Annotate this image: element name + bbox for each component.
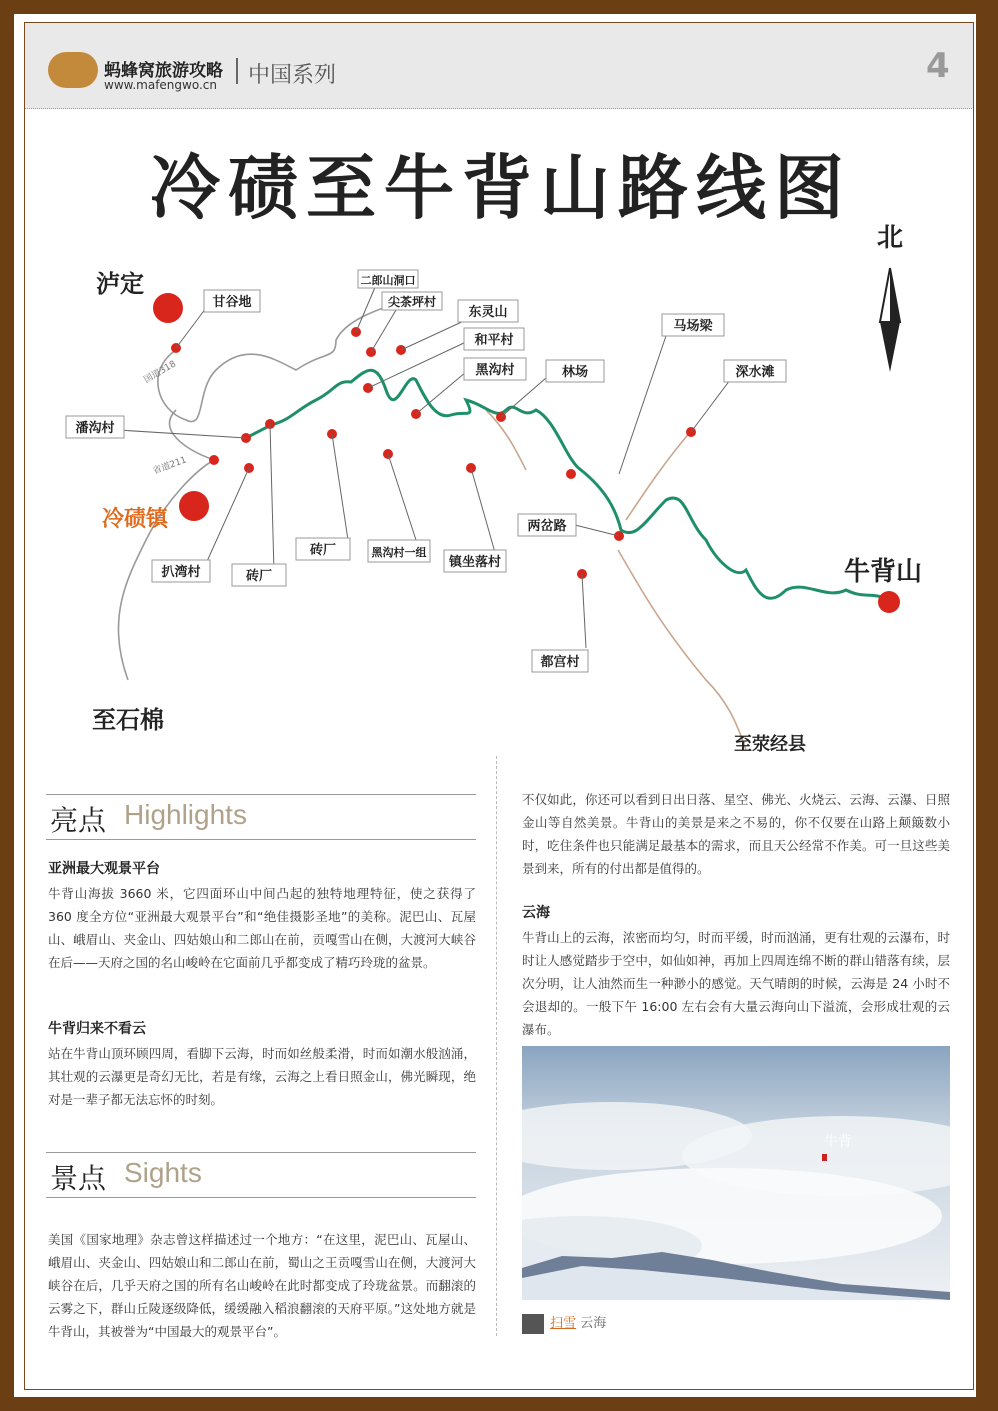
label-gangudi: 甘谷地 [212,295,252,310]
label-shenshui: 深水滩 [735,365,775,380]
highlights-en: Highlights [124,799,247,830]
label-dongling: 东灵山 [468,305,508,320]
sights-heading [46,1152,476,1198]
label-heping: 和平村 [474,333,514,348]
road-318-label: 国道318 [142,359,178,386]
city-lengqi: 冷碛镇 [102,507,169,532]
column-divider [496,756,497,1336]
label-machang: 马场梁 [673,319,713,334]
label-zhirongjing: 至荥经县 [734,734,806,755]
header-separator [236,58,238,84]
map-title: 冷碛至牛背山路线图 [150,146,852,229]
highlights-heading [46,794,476,840]
road-211-label: 省道211 [151,455,189,477]
caption-author-link[interactable]: 扫雪 [550,1316,577,1331]
label-dugong: 都宫村 [540,655,580,670]
label-zhishimian: 至石棉 [92,706,164,734]
road-heigou [486,410,526,470]
city-niubei-marker [878,591,900,613]
photo-seal-icon [822,1154,827,1161]
highlight-1-title: 亚洲最大观景平台 [48,861,160,877]
highlight-2-text: 站在牛背山顶环顾四周，看脚下云海，时而如丝般柔滑，时而如潮水般汹涌，其壮观的云瀑更是奇幻无比，若是有缘，云海之上看日照金山，佛光瞬现，绝对是一辈子都无法忘怀的时刻。 [48,1046,476,1107]
label-pangou: 潘沟村 [75,421,115,436]
highlight-1-text: 牛背山海拔 3660 米，它四面环山中间凸起的独特地理特征，使之获得了 360 度全方位“亚洲最大观景平台”和“绝佳摄影圣地”的美称。泥巴山、瓦屋山、峨眉山、夹金山、四姑娘山和二郎山在前，贡嘎雪山在侧，大渡河大峡谷在后——天府之国的名山峻岭在它面前几乎都变成了精巧玲珑的盆景。 [48,886,476,970]
north-arrow-icon [880,268,900,372]
photo-watermark: 牛背 [824,1134,852,1150]
label-zhuanchang-1: 砖厂 [309,543,337,558]
label-linchang: 林场 [561,365,589,380]
sea-of-clouds-photo [522,1046,950,1300]
yunhai-title: 云海 [522,905,550,921]
city-luding-marker [153,293,183,323]
label-jianchaping: 尖茶坪村 [387,295,437,309]
label-zhuanchang-2: 砖厂 [245,569,273,584]
north-label: 北 [876,223,904,253]
city-luding: 泸定 [96,270,144,298]
route-map [46,120,956,756]
city-lengqi-marker [179,491,209,521]
highlight-2-title: 牛背归来不看云 [48,1021,146,1037]
road-318 [158,300,406,422]
mafengwo-logo-icon [48,52,98,88]
yunhai-text: 牛背山上的云海，浓密而均匀，时而平缓，时而汹涌，更有壮观的云瀑布，时时让人感觉踏步于空中，如仙如神，再加上四周连绵不断的群山错落有续，层次分明，让人油然而生一种渺小的感觉。天气晴朗的时候，云海是 24 小时不会退却的。一般下午 16:00 左右会有大量云海向山下溢流，会形成壮观的云瀑布。 [522,930,950,1037]
logo-name: 蚂蜂窝旅游攻略 [104,61,223,81]
label-bawan: 扒湾村 [161,565,201,580]
label-zhenzuoluo: 镇坐落村 [448,555,502,570]
sights-en: Sights [124,1157,202,1188]
caption-text: 云海 [580,1316,607,1331]
photo-caption [522,1312,606,1334]
city-niubei: 牛背山 [844,557,923,587]
series-title: 中国系列 [248,63,337,88]
sights-zh: 景点 [50,1162,107,1195]
sights-text: 美国《国家地理》杂志曾这样描述过一个地方：“在这里，泥巴山、瓦屋山、峨眉山、夹金山、四姑娘山和二郎山在前，蜀山之王贡嘎雪山在侧，大渡河大峡谷在后，几乎天府之国的所有名山峻岭在此时都变成了玲珑盆景。而翻滚的云雾之下，群山丘陵逐级降低，缓缓融入稻浪翻滚的天府平原。”这处地方就是牛背山，其被誉为“中国最大的观景平台”。 [48,1232,476,1339]
page-number: 4 [926,46,950,86]
logo-url: www.mafengwo.cn [104,78,217,92]
label-leaders [118,285,730,648]
author-avatar-icon [522,1314,544,1334]
label-erlang: 二郎山洞口 [360,274,416,287]
label-liangcha: 两岔路 [527,519,567,534]
route-line [242,370,889,602]
label-heigou-1: 黑沟村一组 [371,546,427,559]
label-heigou: 黑沟村 [475,363,515,378]
right-intro-text: 不仅如此，你还可以看到日出日落、星空、佛光、火烧云、云海、云瀑、日照金山等自然美景。牛背山的美景是来之不易的，你不仅要在山路上颠簸数小时，吃住条件也只能满足最基本的需求，而且天公经常不作美。可一旦这些美景到来，所有的付出都是值得的。 [522,792,950,876]
village-markers [171,327,696,579]
road-to-yingjing [618,550,746,750]
highlights-zh: 亮点 [50,804,107,837]
